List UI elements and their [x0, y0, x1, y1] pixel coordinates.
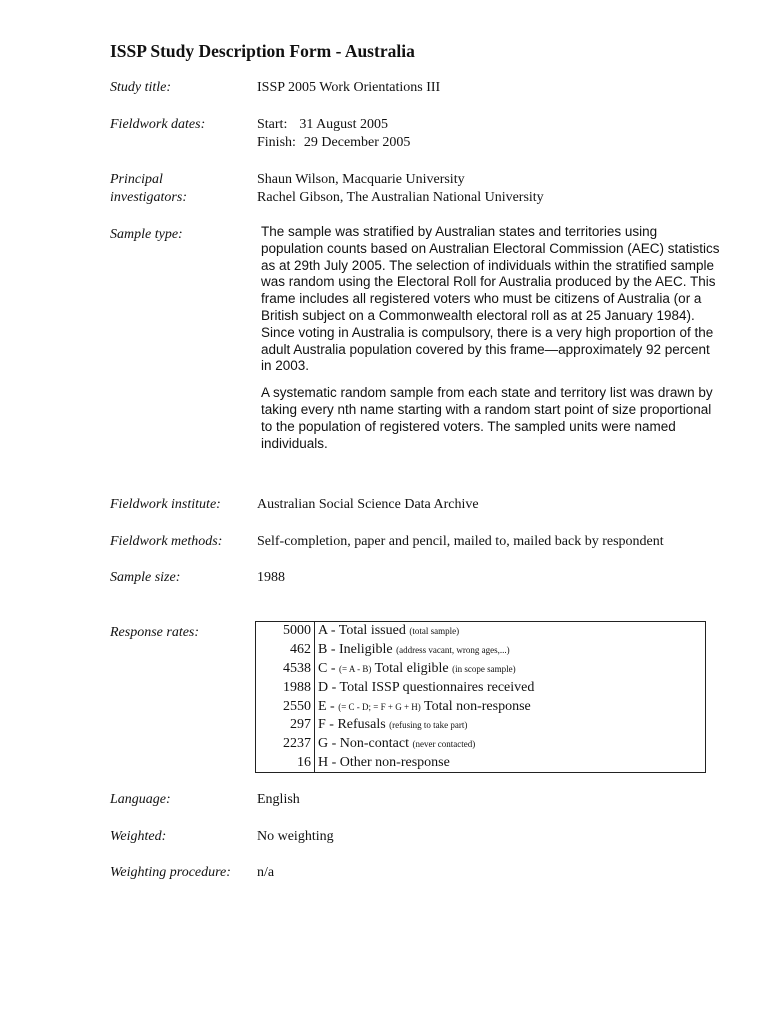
response-note: (total sample)	[409, 626, 460, 637]
sample-size-value: 1988	[257, 570, 285, 585]
fieldwork-finish	[257, 134, 410, 152]
response-note: (address vacant, wrong ages,...)	[396, 645, 510, 656]
table-row	[256, 622, 706, 641]
response-description	[315, 716, 706, 735]
investigator-2: Rachel Gibson, The Australian National University	[257, 190, 544, 205]
response-code: D -	[318, 679, 340, 695]
weighting-procedure-value: n/a	[257, 865, 275, 880]
study-title-label: Study title:	[110, 80, 172, 95]
response-description	[315, 754, 706, 773]
response-code: F -	[318, 717, 338, 733]
response-text: Total eligible	[374, 660, 449, 676]
table-row	[256, 754, 706, 773]
response-count: 2550	[256, 697, 315, 716]
table-row	[256, 660, 706, 679]
response-note: (never contacted)	[412, 739, 476, 750]
fieldwork-institute-value: Australian Social Science Data Archive	[257, 497, 479, 512]
sample-type-paragraph-2: A systematic random sample from each state and territory list was drawn by taking every nth name starting with a random start point of size proportional to the population of registered voters. The sampled units were named individuals.	[261, 385, 713, 451]
response-text: Total non-response	[424, 698, 531, 714]
response-formula: (= C - D; = F + G + H)	[338, 701, 421, 712]
sample-type-description	[261, 224, 721, 452]
response-description	[315, 622, 706, 641]
response-code: H -	[318, 754, 340, 770]
response-text: Non-contact	[339, 736, 409, 752]
table-row	[256, 697, 706, 716]
response-formula: (= A - B)	[339, 663, 372, 674]
start-date: 31 August 2005	[299, 117, 389, 132]
page-title: ISSP Study Description Form - Australia	[110, 41, 415, 61]
response-code: B -	[318, 642, 339, 658]
study-title-value: ISSP 2005 Work Orientations III	[257, 80, 441, 95]
response-count: 4538	[256, 660, 315, 679]
response-note: (refusing to take part)	[389, 720, 468, 731]
weighting-procedure-label: Weighting procedure:	[110, 865, 231, 880]
fieldwork-methods-label: Fieldwork methods:	[110, 534, 223, 549]
fieldwork-start	[257, 116, 388, 134]
response-description	[315, 641, 706, 660]
fieldwork-dates-label: Fieldwork dates:	[110, 117, 206, 132]
principal-investigators-label-line1: Principal	[110, 172, 163, 187]
table-row	[256, 678, 706, 697]
response-description	[315, 697, 706, 716]
response-description	[315, 678, 706, 697]
response-code: G -	[318, 736, 340, 752]
table-row	[256, 716, 706, 735]
principal-investigators-label-line2: investigators:	[110, 190, 187, 205]
response-rates-label: Response rates:	[110, 625, 200, 640]
response-rates-table	[255, 621, 706, 773]
fieldwork-institute-label: Fieldwork institute:	[110, 497, 221, 512]
response-text: Other non-response	[339, 754, 450, 770]
weighted-label: Weighted:	[110, 829, 167, 844]
investigator-1: Shaun Wilson, Macquarie University	[257, 172, 465, 187]
language-value: English	[257, 792, 300, 807]
fieldwork-methods-value: Self-completion, paper and pencil, mailed to, mailed back by respondent	[257, 534, 664, 549]
table-row	[256, 735, 706, 754]
finish-label: Finish:	[257, 135, 296, 150]
response-count: 462	[256, 641, 315, 660]
response-count: 16	[256, 754, 315, 773]
response-code: A -	[318, 623, 339, 639]
response-code: E -	[318, 698, 339, 714]
table-row	[256, 641, 706, 660]
response-note: (in scope sample)	[452, 663, 516, 674]
weighted-value: No weighting	[257, 829, 334, 844]
response-count: 297	[256, 716, 315, 735]
language-label: Language:	[110, 792, 171, 807]
response-count: 5000	[256, 622, 315, 641]
start-label: Start:	[257, 117, 288, 132]
response-count: 2237	[256, 735, 315, 754]
sample-type-paragraph-1: The sample was stratified by Australian states and territories using population counts based on Australian Electoral Commission (AEC) statistics as at 29th July 2005. The selection of individuals within the stratified sample was random using the Electoral Roll for Australia produced by the AEC. This frame includes all registered voters who must be citizens of Australia (or a British subject on a Commonwealth electoral roll as at 25 January 1984). Since voting in Australia is compulsory, there is a very high proportion of the adult Australia population covered by this frame—approximately 92 percent in 2003.	[261, 224, 720, 374]
response-text: Total issued	[338, 623, 406, 639]
response-count: 1988	[256, 678, 315, 697]
sample-type-label: Sample type:	[110, 227, 183, 242]
response-text: Ineligible	[339, 642, 393, 658]
response-text: Refusals	[337, 717, 386, 733]
sample-size-label: Sample size:	[110, 570, 181, 585]
finish-date: 29 December 2005	[303, 135, 411, 150]
response-code: C -	[318, 660, 339, 676]
response-description	[315, 660, 706, 679]
response-text: Total ISSP questionnaires received	[339, 679, 535, 695]
response-description	[315, 735, 706, 754]
